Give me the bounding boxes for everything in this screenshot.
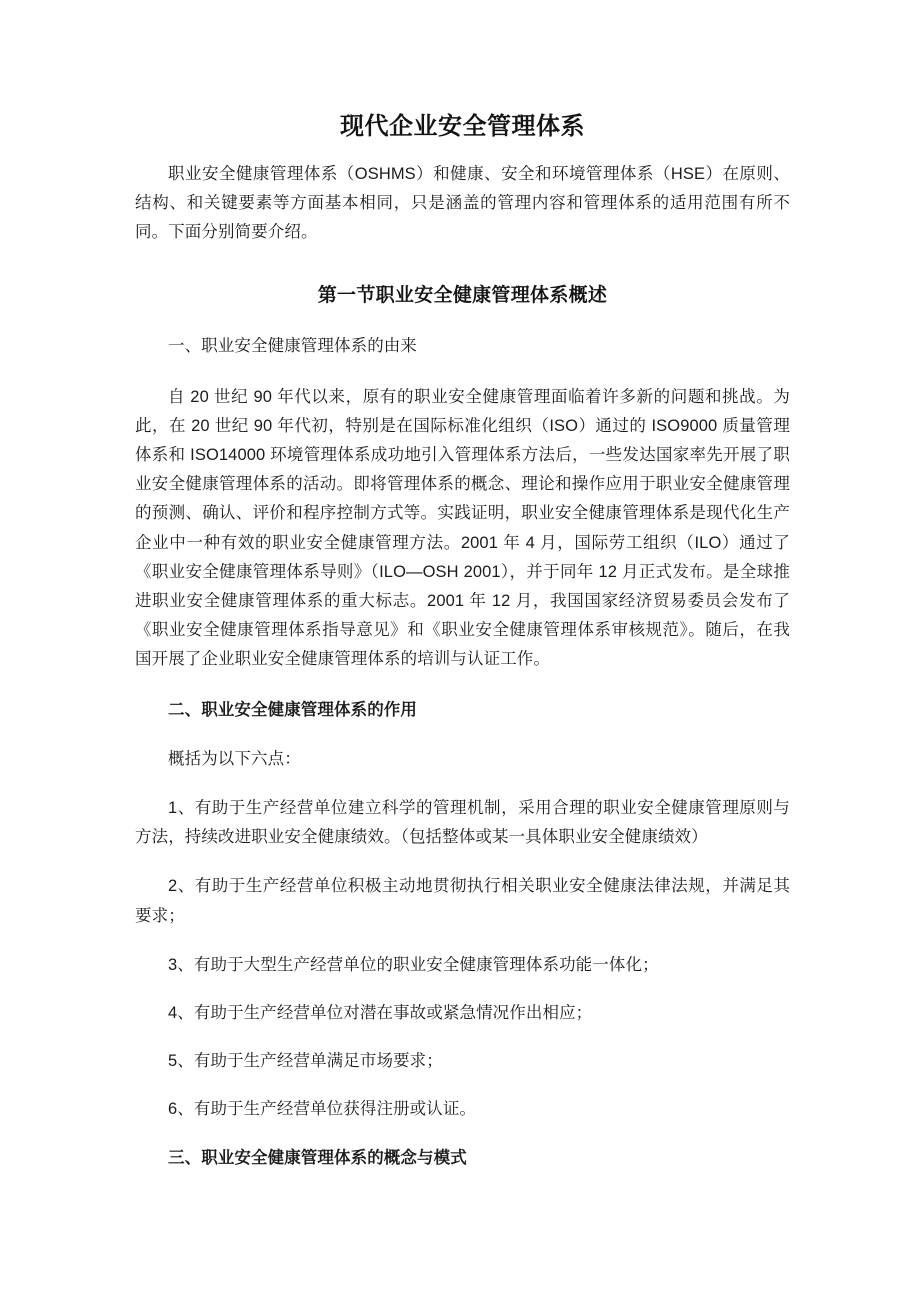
- list-item: 2、有助于生产经营单位积极主动地贯彻执行相关职业安全健康法律法规，并满足其要求；: [135, 877, 790, 925]
- intro-paragraph: 职业安全健康管理体系（OSHMS）和健康、安全和环境管理体系（HSE）在原则、结构、和关键要素等方面基本相同，只是涵盖的管理内容和管理体系的适用范围有所不同。下面分别简要介绍。: [135, 165, 790, 242]
- subsection-heading-three: 三、职业安全健康管理体系的概念与模式: [168, 1148, 467, 1167]
- list-item: 5、有助于生产经营单满足市场要求；: [168, 1052, 443, 1071]
- list-item: 4、有助于生产经营单位对潜在事故或紧急情况作出相应；: [168, 1003, 593, 1022]
- subsection-heading-two: 二、职业安全健康管理体系的作用: [168, 700, 417, 719]
- subsection-one-paragraph: 自 20 世纪 90 年代以来，原有的职业安全健康管理面临着许多新的问题和挑战。为此，在 20 世纪 90 年代初，特别是在国际标准化组织（ISO）通过的 ISO9000 质量管理体系和 ISO14000 环境管理体系成功地引入管理体系方法后，一些发达国家率先开展了职业安全健康管理体系的活动。即将管理体系的概念、理论和操作应用于职业安全健康管理的预测、确认、评价和程序控制方式等。实践证明，职业安全健康管理体系是现代化生产企业中一种有效的职业安全健康管理方法。2001 年 4 月，国际劳工组织（ILO）通过了《职业安全健康管理体系导则》（ILO—OSH 2001），并于同年 12 月正式发布。是全球推进职业安全健康管理体系的重大标志。2001 年 12 月，我国国家经济贸易委员会发布了《职业安全健康管理体系指导意见》和《职业安全健康管理体系审核规范》。随后，在我国开展了企业职业安全健康管理体系的培训与认证工作。: [135, 387, 790, 669]
- list-item: 1、有助于生产经营单位建立科学的管理机制，采用合理的职业安全健康管理原则与方法，持续改进职业安全健康绩效。（包括整体或某一具体职业安全健康绩效）: [135, 798, 790, 847]
- list-item: 3、有助于大型生产经营单位的职业安全健康管理体系功能一体化；: [168, 955, 659, 974]
- section-heading: 第一节职业安全健康管理体系概述: [317, 284, 608, 306]
- page-title: 现代企业安全管理体系: [340, 113, 585, 140]
- document-content-column: [135, 0, 790, 1173]
- subsection-heading-one: 一、职业安全健康管理体系的由来: [168, 337, 417, 356]
- benefits-lead-in: 概括为以下六点：: [168, 749, 301, 768]
- list-item: 6、有助于生产经营单位获得注册或认证。: [168, 1100, 477, 1119]
